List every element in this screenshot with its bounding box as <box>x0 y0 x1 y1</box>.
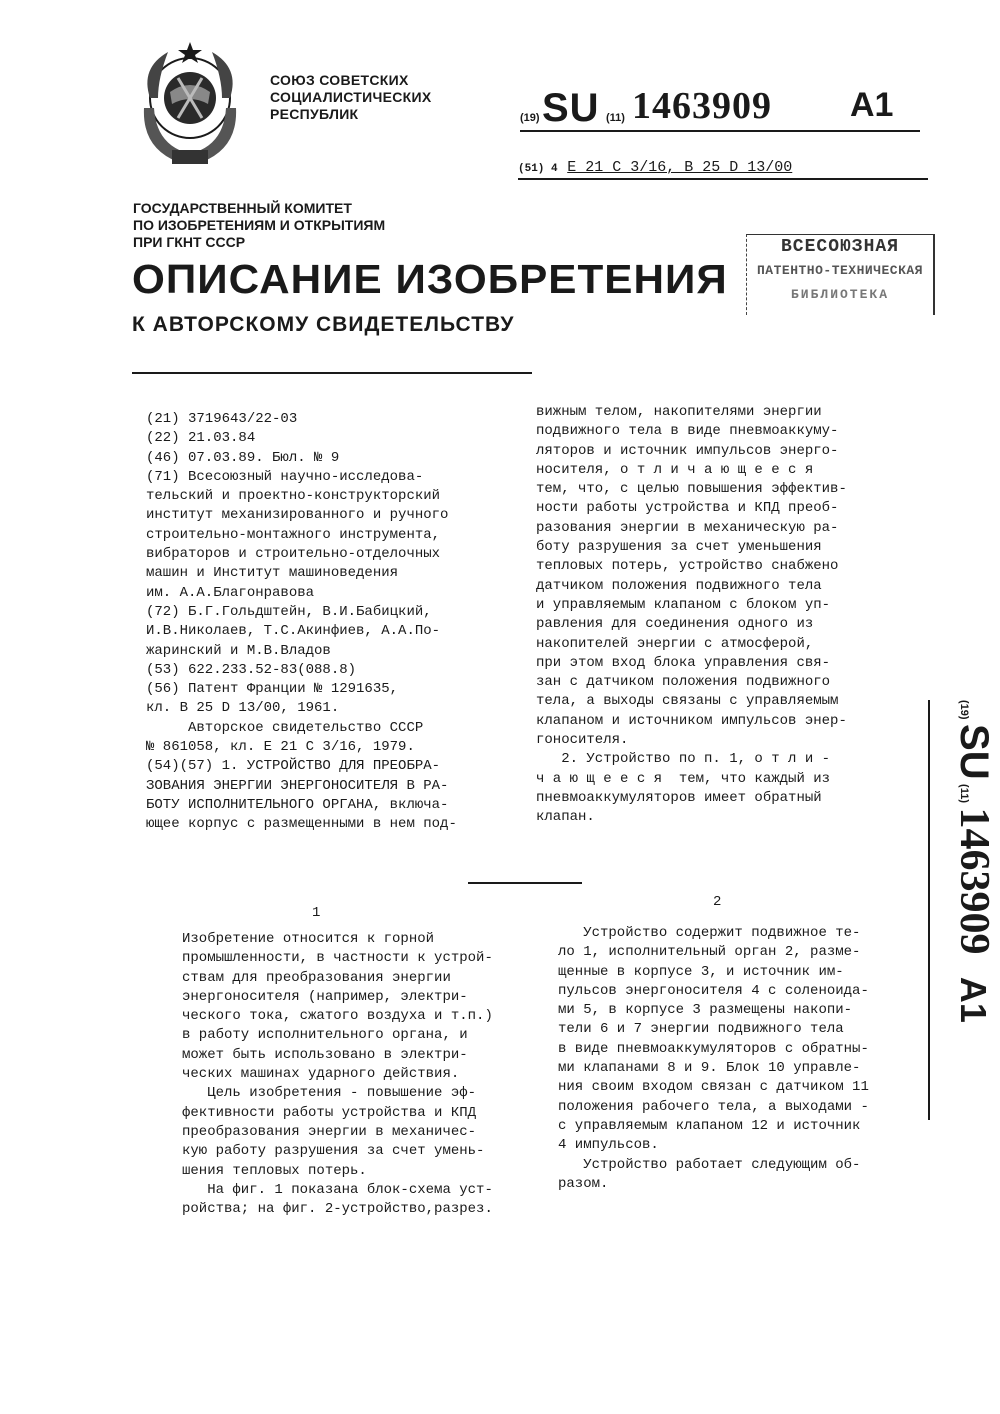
claims-line: носителя, о т л и ч а ю щ е е с я <box>536 461 814 478</box>
code-11: (11) <box>958 784 970 804</box>
claims-line: пневмоаккумуляторов имеет обратный <box>536 789 822 806</box>
bib-line: (46) 07.03.89. Бюл. № 9 <box>146 449 340 466</box>
bib-line: ющее корпус с размещенными в нем под- <box>146 816 457 833</box>
claims-line: подвижного тела в виде пневмоаккуму- <box>536 423 839 440</box>
document-subtitle: К АВТОРСКОМУ СВИДЕТЕЛЬСТВУ <box>132 313 515 336</box>
description-line: Устройство работает следующим об- <box>558 1156 861 1173</box>
bib-line: БОТУ ИСПОЛНИТЕЛЬНОГО ОРГАНА, включа- <box>146 796 449 813</box>
bibliographic-data <box>146 410 526 835</box>
bib-line: И.В.Николаев, Т.С.Акинфиев, А.А.По- <box>146 623 441 640</box>
claims-line: клапаном и источником импульсов энер- <box>536 712 847 729</box>
description-line: в работу исполнительного органа, и <box>182 1027 468 1044</box>
bib-line: машин и Институт машиноведения <box>146 565 399 582</box>
ipc-codes: E 21 C 3/16, B 25 D 13/00 <box>567 159 793 176</box>
bib-line: (53) 622.233.52-83(088.8) <box>146 661 357 678</box>
ipc-classification <box>518 158 928 180</box>
patent-number-block <box>520 84 920 132</box>
patent-number: 1463909 <box>951 807 997 955</box>
union-name <box>270 72 432 123</box>
bib-line: тельский и проектно-конструкторский <box>146 488 441 505</box>
claims-line: датчиком положения подвижного тела <box>536 577 822 594</box>
description-line: шения тепловых потерь. <box>182 1162 367 1179</box>
bib-line: (54)(57) 1. УСТРОЙСТВО ДЛЯ ПРЕОБРА- <box>146 758 441 775</box>
description-line: щенные в корпусе 3, и источник им- <box>558 963 844 980</box>
description-column-1 <box>182 930 522 1219</box>
stamp-line: ВСЕСОЮЗНАЯ <box>780 237 900 257</box>
description-line: ческих машинах ударного действия. <box>182 1066 460 1083</box>
bib-line: Авторское свидетельство СССР <box>146 719 424 736</box>
code-51: (51) 4 <box>518 163 558 175</box>
country-code: SU <box>542 86 600 130</box>
description-line: в виде пневмоаккумуляторов с обратны- <box>558 1040 869 1057</box>
claims-line: тепловых потерь, устройство снабжено <box>536 558 839 575</box>
description-line: пульсов энергоносителя 4 с соленоида- <box>558 982 869 999</box>
description-line: ствам для преобразования энергии <box>182 969 451 986</box>
committee-line: ПРИ ГКНТ СССР <box>133 234 246 250</box>
code-19: (19) <box>958 700 970 720</box>
description-line: Устройство содержит подвижное те- <box>558 925 861 941</box>
committee-name <box>133 200 385 251</box>
description-line: ло 1, исполнительный орган 2, разме- <box>558 944 861 961</box>
description-line: Изобретение относится к горной <box>182 931 435 947</box>
column-number-2: 2 <box>713 894 722 910</box>
bib-line: (56) Патент Франции № 1291635, <box>146 681 399 698</box>
bib-line: (21) 3719643/22-03 <box>146 411 298 427</box>
stamp-line: ПАТЕНТНО-ТЕХНИЧЕСКАЯ <box>756 263 924 278</box>
document-title: ОПИСАНИЕ ИЗОБРЕТЕНИЯ <box>132 256 728 302</box>
committee-line: ГОСУДАРСТВЕННЫЙ КОМИТЕТ <box>133 200 352 216</box>
description-line: может быть использовано в электри- <box>182 1046 468 1063</box>
description-line: энергоносителя (например, электри- <box>182 988 468 1005</box>
claims-line: вижным телом, накопителями энергии <box>536 404 822 420</box>
description-line: преобразования энергии в механичес- <box>182 1123 477 1140</box>
claims-line: клапан. <box>536 809 595 826</box>
stamp-line: БИБЛИОТЕКА <box>790 287 889 302</box>
description-line: ния своим входом связан с датчиком 11 <box>558 1079 869 1096</box>
bib-line: ЗОВАНИЯ ЭНЕРГИИ ЭНЕРГОНОСИТЕЛЯ В РА- <box>146 777 449 794</box>
kind-code: A1 <box>953 976 994 1023</box>
patent-number: 1463909 <box>632 85 772 127</box>
description-line: ми 5, в корпусе 3 размещены накопи- <box>558 1002 853 1019</box>
claims-line: при этом вход блока управления свя- <box>536 654 831 671</box>
description-line: 4 импульсов. <box>558 1137 659 1154</box>
bib-line: (22) 21.03.84 <box>146 430 256 447</box>
union-line: СОЮЗ СОВЕТСКИХ <box>270 72 409 88</box>
bib-line: строительно-монтажного инструмента, <box>146 526 441 543</box>
claims-line: ности работы устройства и КПД преоб- <box>536 500 839 517</box>
description-line: положения рабочего тела, а выходами - <box>558 1098 869 1115</box>
kind-code: A1 <box>850 86 894 124</box>
claims-line: тем, что, с целью повышения эффектив- <box>536 481 847 498</box>
claims-line: гоносителя. <box>536 732 629 749</box>
union-line: СОЦИАЛИСТИЧЕСКИХ <box>270 89 432 105</box>
claims-line: разования энергии в механическую ра- <box>536 519 839 536</box>
description-line: На фиг. 1 показана блок-схема уст- <box>182 1181 493 1198</box>
description-line: фективности работы устройства и КПД <box>182 1104 477 1121</box>
vertical-patent-number <box>898 700 998 1120</box>
claims-line: ляторов и источник импульсов энерго- <box>536 442 839 459</box>
claims-line: накопителей энергии с атмосферой, <box>536 635 814 652</box>
claims-line: тела, а выходы связаны с управляемым <box>536 693 839 710</box>
description-line: ми клапанами 8 и 9. Блок 10 управле- <box>558 1060 861 1077</box>
bib-line: кл. В 25 D 13/00, 1961. <box>146 700 340 717</box>
description-line: Цель изобретения - повышение эф- <box>182 1085 477 1102</box>
claims-line: боту разрушения за счет уменьшения <box>536 539 822 556</box>
bib-line: жаринский и М.В.Владов <box>146 642 331 659</box>
claims-line: зан с датчиком положения подвижного <box>536 674 831 691</box>
claims-line: 2. Устройство по п. 1, о т л и - <box>536 751 831 768</box>
description-line: промышленности, в частности к устрой- <box>182 950 493 967</box>
bib-line: институт механизированного и ручного <box>146 507 449 524</box>
description-line: тели 6 и 7 энергии подвижного тела <box>558 1021 844 1038</box>
claims-line: равления для соединения одного из <box>536 616 814 633</box>
code-11: (11) <box>606 112 625 124</box>
claims-line: и управляемым клапаном с блоком уп- <box>536 596 831 613</box>
bib-line: им. А.А.Благонравова <box>146 584 315 601</box>
description-line: ройства; на фиг. 2-устройство,разрез. <box>182 1201 493 1218</box>
country-code: SU <box>952 724 996 780</box>
committee-line: ПО ИЗОБРЕТЕНИЯМ И ОТКРЫТИЯМ <box>133 217 386 233</box>
description-line: разом. <box>558 1175 609 1192</box>
union-line: РЕСПУБЛИК <box>270 106 359 122</box>
bib-line: вибраторов и строительно-отделочных <box>146 546 441 563</box>
header-divider <box>132 372 532 374</box>
description-column-2 <box>558 924 928 1194</box>
section-divider <box>468 882 582 884</box>
bib-line: № 861058, кл. Е 21 С 3/16, 1979. <box>146 739 415 756</box>
description-line: ческого тока, сжатого воздуха и т.п.) <box>182 1008 493 1025</box>
claims-text <box>536 403 916 828</box>
code-19: (19) <box>520 112 540 124</box>
description-line: с управляемым клапаном 12 и источник <box>558 1117 861 1134</box>
bib-line: (71) Всесоюзный научно-исследова- <box>146 468 424 485</box>
bib-line: (72) Б.Г.Гольдштейн, В.И.Бабицкий, <box>146 603 432 620</box>
description-line: кую работу разрушения за счет умень- <box>182 1143 485 1160</box>
claims-line: ч а ю щ е е с я тем, что каждый из <box>536 770 831 787</box>
library-stamp <box>746 234 935 315</box>
column-number-1: 1 <box>312 905 321 921</box>
ussr-coat-of-arms-icon <box>128 38 252 174</box>
